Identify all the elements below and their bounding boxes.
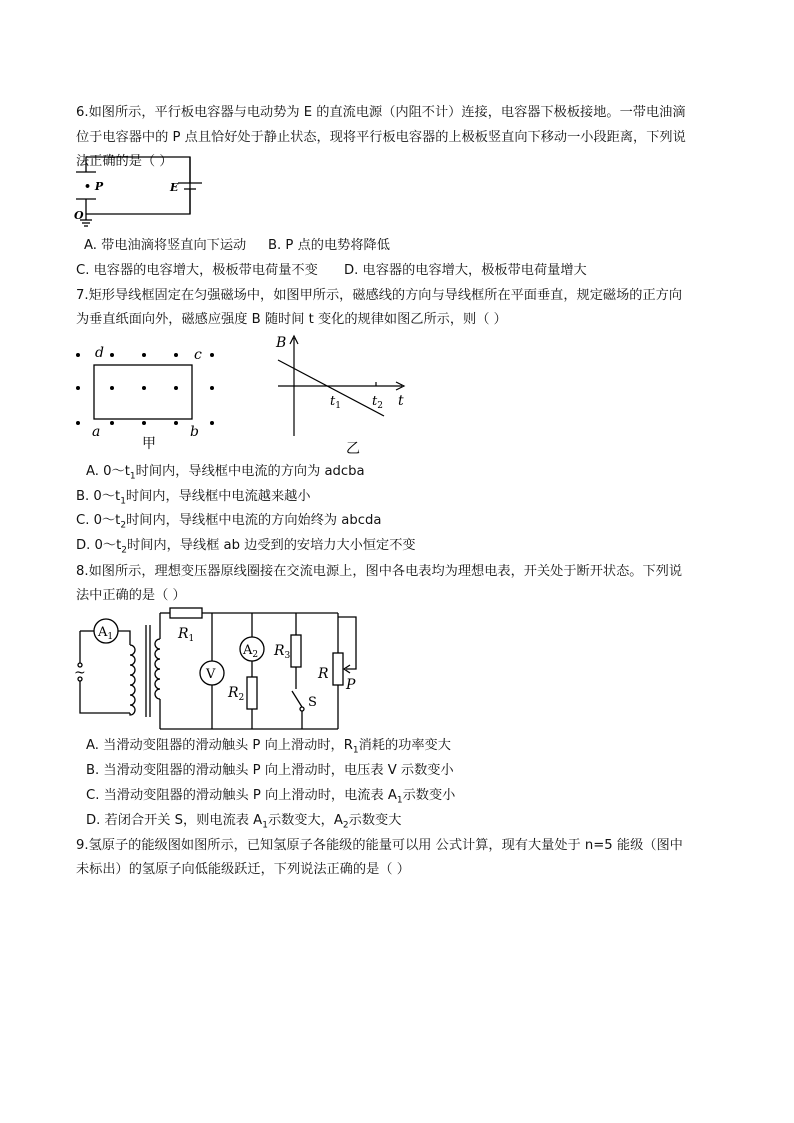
q6-e-label: E	[170, 181, 179, 194]
q6-option-b: B. P 点的电势将降低	[268, 238, 390, 253]
q8-option-c: C. 当滑动变阻器的滑动触头 P 向上滑动时，电流表 $A_1$示数变小	[86, 788, 456, 806]
q6-capacitor-circuit-figure	[74, 150, 204, 230]
q8-p-label: P	[346, 677, 356, 693]
q6-option-d: D. 电容器的电容增大，极板带电荷量增大	[344, 263, 587, 278]
q7-t2-label: $t_2$	[372, 394, 383, 411]
q7-fig-a-caption: 甲	[142, 436, 156, 452]
q7-t-axis-label: t	[398, 393, 404, 409]
q8-option-a: A. 当滑动变阻器的滑动触头 P 向上滑动时，$R_1$消耗的功率变大	[86, 738, 451, 756]
q8-r1-label: $R_1$	[178, 626, 195, 644]
q9-stem-line-1: 9.氢原子的能级图如图所示，已知氢原子各能级的能量可以用 公式计算，现有大量处于 n=5 能级（图中	[76, 838, 683, 853]
q6-option-c: C. 电容器的电容增大，极板带电荷量不变	[76, 263, 318, 278]
q8-stem-line-1: 8.如图所示，理想变压器原线圈接在交流电源上，图中各电表均为理想电表，开关处于断开状态。下列说	[76, 564, 683, 579]
q8-stem-line-2: 法中正确的是（ ）	[76, 588, 186, 603]
q6-option-a: A. 带电油滴将竖直向下运动	[84, 238, 247, 253]
q7-stem-line-1: 7.矩形导线框固定在匀强磁场中，如图甲所示，磁感线的方向与导线框所在平面垂直，规定磁场的正方向	[76, 288, 683, 303]
q7-option-b: B. $0\sim t_1$时间内，导线框中电流越来越小	[76, 489, 311, 507]
q8-transformer-circuit-figure	[70, 605, 370, 735]
q6-stem-line-2: 位于电容器中的 P 点且恰好处于静止状态，现将平行板电容器的上极板竖直向下移动一小段距离，下列说	[76, 130, 686, 145]
q8-option-d: D. 若闭合开关 S，则电流表 $A_1$示数变大，$A_2$示数变大	[86, 813, 402, 831]
q7-wire-frame-figure	[70, 340, 230, 450]
q8-r-label: R	[318, 666, 329, 682]
q6-o-label: O	[74, 209, 84, 222]
q7-c-label: c	[194, 347, 202, 363]
q8-ac-source-icon: ~	[74, 665, 86, 681]
q7-b-t-graph	[272, 333, 412, 458]
q6-stem-line-1: 6.如图所示，平行板电容器与电动势为 E 的直流电源（内阻不计）连接，电容器下极板接地。一带电油滴	[76, 105, 686, 120]
q7-stem-line-2: 为垂直纸面向外，磁感应强度 B 随时间 t 变化的规律如图乙所示，则（ ）	[76, 312, 507, 327]
q9-stem-line-2: 未标出）的氢原子向低能级跃迁，下列说法正确的是（ ）	[76, 862, 410, 877]
q7-fig-b-caption: 乙	[346, 441, 360, 457]
q8-r2-label: $R_2$	[228, 685, 245, 703]
q8-a2-label: $A_2$	[243, 643, 259, 660]
q7-option-c: C. $0\sim t_2$时间内，导线框中电流的方向始终为 abcda	[76, 513, 382, 531]
q7-b-axis-label: B	[276, 335, 287, 351]
q8-r3-label: $R_3$	[274, 643, 291, 661]
q8-option-b: B. 当滑动变阻器的滑动触头 P 向上滑动时，电压表 V 示数变小	[86, 763, 454, 778]
q6-p-label: • P	[84, 180, 104, 193]
q7-t1-label: $t_1$	[330, 394, 341, 411]
q8-voltmeter-label: V	[206, 667, 216, 682]
q7-b-label: b	[190, 424, 199, 440]
q8-a1-label: $A_1$	[98, 625, 114, 642]
q7-a-label: a	[92, 424, 101, 440]
q7-option-d: D. $0\sim t_2$时间内，导线框 ab 边受到的安培力大小恒定不变	[76, 538, 416, 556]
q8-switch-label: S	[308, 695, 317, 710]
q6-stem-line-3: 法正确的是（ ）	[76, 154, 173, 169]
q7-d-label: d	[95, 345, 104, 361]
q7-option-a: A. $0\sim t_1$时间内，导线框中电流的方向为 adcba	[86, 464, 365, 482]
